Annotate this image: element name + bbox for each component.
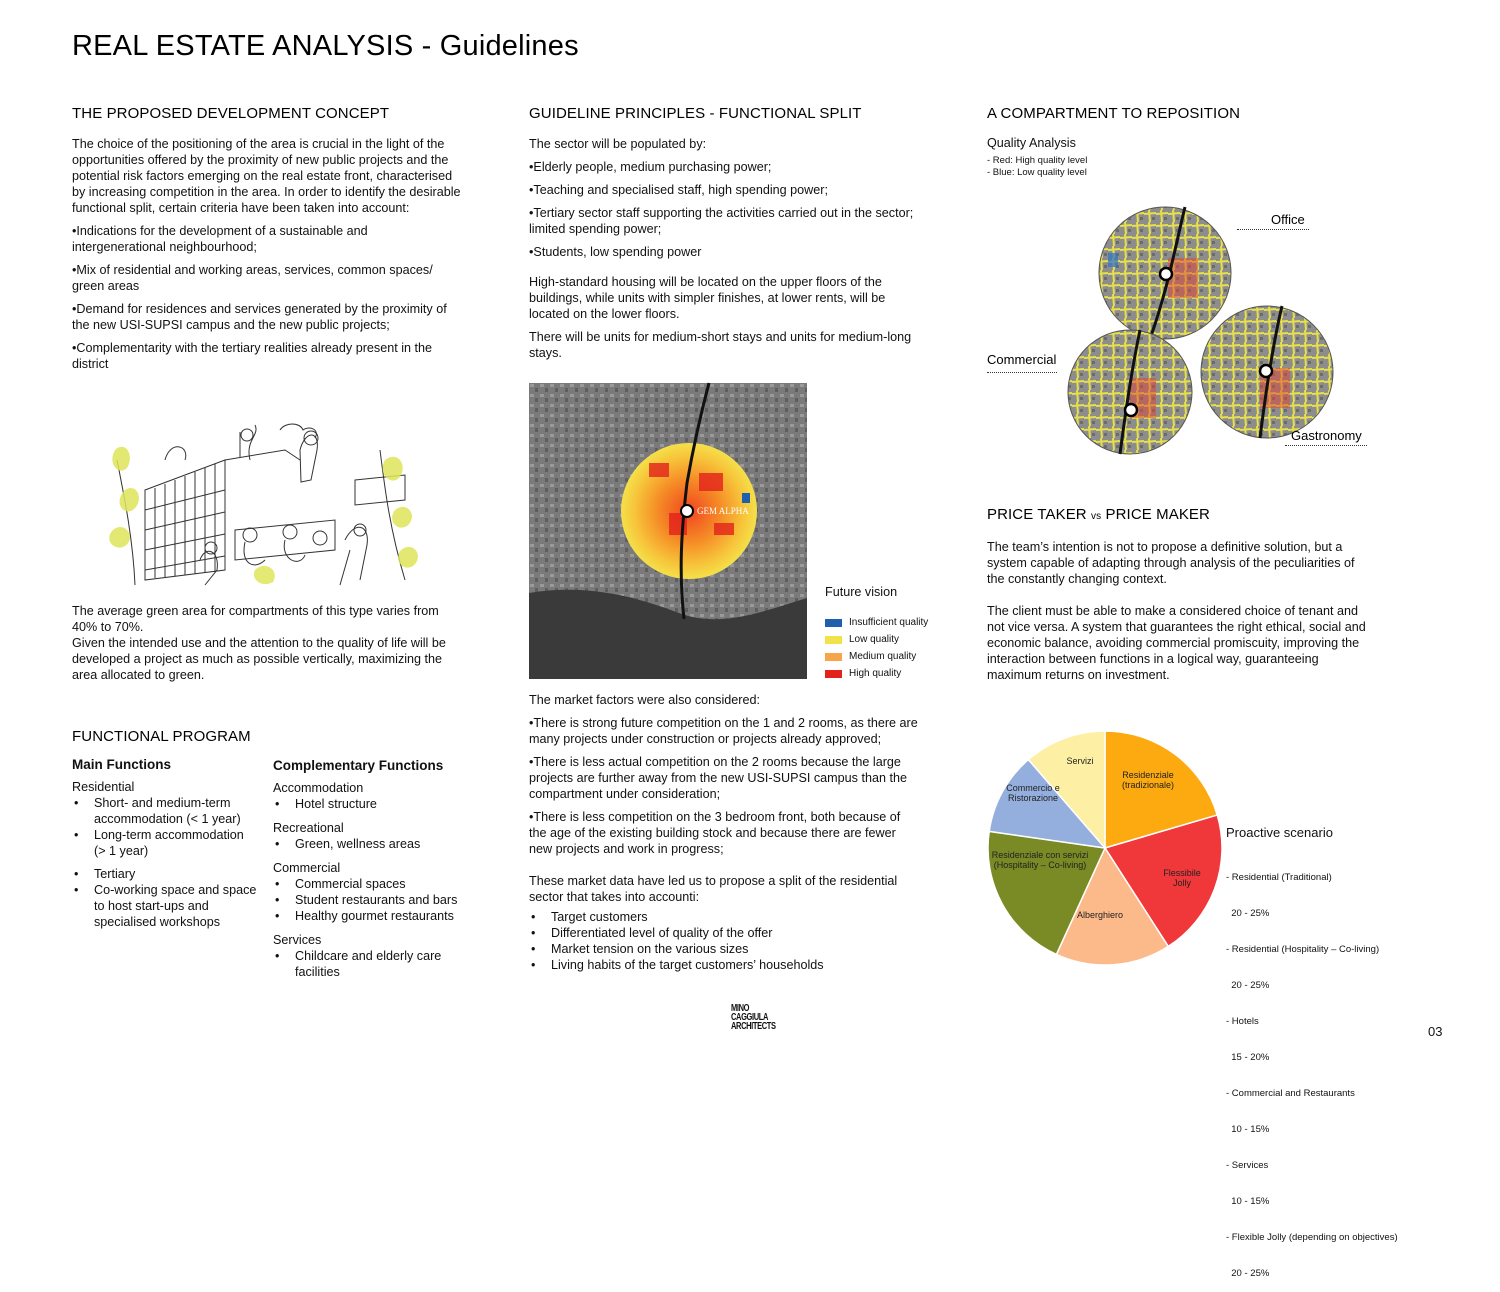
pie-label-commercial: Commercio e Ristorazione	[1006, 783, 1060, 803]
market-intro: The market factors were also considered:	[529, 693, 760, 707]
gastronomy-circle-map	[1201, 306, 1333, 438]
intro-paragraph: The choice of the positioning of the area is crucial in the light of the opportunities offered by the proximity of new public projects and the potential risk factors emerging on the real estate front, characterised by increasing competition in the area. In order to identify the desirable functional split, certain criteria have been taken into account:	[72, 137, 461, 215]
quality-heat-map	[529, 383, 807, 679]
logo-line: CAGGIULA	[731, 1012, 769, 1023]
list-item: 15 - 20%	[1226, 1052, 1270, 1063]
list-item: • Green, wellness areas	[273, 836, 468, 852]
page-title: REAL ESTATE ANALYSIS - Guidelines	[72, 30, 579, 62]
market-factors-text	[529, 692, 921, 973]
legend-swatch	[825, 670, 842, 678]
criteria-list	[72, 223, 464, 372]
list-item: • Demand for residences and services generated by the proximity of the new USI-SUPSI campus and the new public projects;	[72, 301, 464, 333]
legend-label: High quality	[849, 668, 902, 679]
list-item: - Residential (Hospitality – Co-living)	[1226, 944, 1380, 955]
complementary-functions-title: Complementary Functions	[273, 758, 444, 773]
pie-slices	[988, 731, 1222, 965]
office-label: Office	[1271, 212, 1305, 227]
list-item: • Student restaurants and bars	[273, 892, 468, 908]
list-item: • Elderly people, medium purchasing power;	[529, 159, 921, 175]
legend-swatch	[825, 636, 842, 644]
list-item: - Flexible Jolly (depending on objectives)	[1226, 1232, 1398, 1243]
price-paragraph-2: The client must be able to make a considered choice of tenant and not vice versa. A system that guarantees the right ethical, social and economic balance, avoiding commercial promiscuity, improving the interaction between functions in a logical way, guaranteeing maximum returns on investment.	[987, 604, 1366, 682]
services-list	[273, 948, 468, 980]
legend-label: Insufficient quality	[849, 617, 929, 628]
list-item: - Services	[1226, 1160, 1269, 1171]
quality-blue-note: - Blue: Low quality level	[987, 167, 1087, 178]
commercial-label: Commercial	[273, 861, 341, 875]
list-item: • Indications for the development of a sustainable and intergenerational neighbourhood;	[72, 223, 464, 255]
future-vision-legend	[825, 614, 945, 682]
vs-label: vs	[1091, 511, 1102, 522]
quality-analysis-title: Quality Analysis	[987, 136, 1076, 150]
proactive-scenario-list	[1226, 848, 1398, 1292]
list-item: 20 - 25%	[1226, 908, 1270, 919]
legend-item	[825, 665, 945, 682]
list-item: • Differentiated level of quality of the offer	[529, 925, 921, 941]
populated-intro: The sector will be populated by:	[529, 137, 707, 151]
list-item: • Market tension on the various sizes	[529, 941, 921, 957]
split-list	[529, 909, 921, 973]
office-leader-line	[1237, 229, 1309, 230]
residential-list	[72, 795, 257, 859]
map-label: GEM ALPHA	[697, 506, 749, 516]
population-list	[529, 159, 921, 260]
residential-label: Residential	[72, 780, 135, 794]
housing-paragraph: High-standard housing will be located on the upper floors of the buildings, while units with simpler finishes, at lower rents, will be located on the lower floors.	[529, 275, 886, 321]
functional-program-heading: FUNCTIONAL PROGRAM	[72, 728, 251, 745]
list-item: • Tertiary sector staff supporting the activities carried out in the sector; limited spending power;	[529, 205, 921, 237]
pie-label-hotels: Alberghiero	[1076, 910, 1124, 920]
legend-label: Medium quality	[849, 651, 917, 662]
price-maker-label: PRICE MAKER	[1105, 506, 1210, 523]
future-vision-label: Future vision	[825, 585, 898, 599]
tertiary-label: • Tertiary	[72, 866, 257, 882]
list-item: - Hotels	[1226, 1016, 1259, 1027]
split-intro: These market data have led us to propose a split of the residential sector that takes into accounti:	[529, 874, 898, 904]
office-circle-map	[1099, 207, 1231, 339]
tertiary-list	[72, 866, 257, 930]
list-item: • Teaching and specialised staff, high spending power;	[529, 182, 921, 198]
legend-item	[825, 614, 945, 631]
commercial-list	[273, 876, 468, 924]
functional-split-heading: GUIDELINE PRINCIPLES - FUNCTIONAL SPLIT	[529, 105, 862, 122]
price-text	[987, 539, 1372, 690]
legend-swatch	[825, 653, 842, 661]
accommodation-label: Accommodation	[273, 781, 364, 795]
pie-label-residential-traditional: Residenziale (tradizionale)	[1121, 770, 1175, 790]
list-item: • Mix of residential and working areas, services, common spaces/ green areas	[72, 262, 464, 294]
main-functions-title: Main Functions	[72, 757, 171, 772]
quality-circle-maps	[1060, 198, 1340, 458]
list-item: • There is strong future competition on the 1 and 2 rooms, as there are many projects under construction or projects already approved;	[529, 715, 921, 747]
recreational-label: Recreational	[273, 821, 344, 835]
commercial-circle-map	[1068, 330, 1192, 454]
gastronomy-label: Gastronomy	[1291, 428, 1362, 443]
list-item: • Target customers	[529, 909, 921, 925]
market-list	[529, 715, 921, 857]
page-number: 03	[1428, 1024, 1443, 1039]
list-item: 20 - 25%	[1226, 1268, 1270, 1279]
development-concept-heading: THE PROPOSED DEVELOPMENT CONCEPT	[72, 105, 390, 122]
list-item: • Hotel structure	[273, 796, 468, 812]
functional-split-text	[529, 136, 921, 368]
list-item: 10 - 15%	[1226, 1196, 1270, 1207]
proactive-scenario-title: Proactive scenario	[1226, 825, 1333, 840]
pie-label-services: Servizi	[1066, 756, 1094, 766]
list-item: • Co-working space and space to host start-ups and specialised workshops	[72, 882, 257, 930]
green-area-text: The average green area for compartments of this type varies from 40% to 70%. Given the intended use and the attention to the quality of life will be developed a project as much as possible vertically, maximizing the area allocated to green.	[72, 604, 446, 682]
list-item: • There is less actual competition on the 2 rooms because the large projects are further away from the new USI-SUPSI campus than the compartment under consideration;	[529, 754, 921, 802]
legend-swatch	[825, 619, 842, 627]
price-paragraph-1: The team’s intention is not to propose a definitive solution, but a system capable of adapting through analysis of the peculiarities of the constantly changing context.	[987, 540, 1355, 586]
list-item: • There is less competition on the 3 bedroom front, both because of the age of the existing building stock and because there are fewer new projects and work in progress;	[529, 809, 921, 857]
list-item: 10 - 15%	[1226, 1124, 1270, 1135]
quality-red-note: - Red: High quality level	[987, 155, 1088, 166]
list-item: • Living habits of the target customers’ households	[529, 957, 921, 973]
list-item: • Healthy gourmet restaurants	[273, 908, 468, 924]
list-item: • Long-term accommodation (> 1 year)	[72, 827, 257, 859]
sketch-illustration	[105, 420, 435, 590]
legend-item	[825, 631, 945, 648]
stays-paragraph: There will be units for medium-short stays and units for medium-long stays.	[529, 330, 912, 360]
list-item: 20 - 25%	[1226, 980, 1270, 991]
price-taker-label: PRICE TAKER	[987, 506, 1087, 523]
gastronomy-leader-line	[1285, 445, 1367, 446]
list-item: • Childcare and elderly care facilities	[273, 948, 468, 980]
list-item: - Commercial and Restaurants	[1226, 1088, 1355, 1099]
development-concept-text	[72, 136, 464, 379]
list-item: • Complementarity with the tertiary realities already present in the district	[72, 340, 464, 372]
legend-label: Low quality	[849, 634, 900, 645]
proactive-scenario-pie-chart	[985, 728, 1225, 968]
commercial-leader-line	[987, 372, 1057, 373]
logo-line: ARCHITECTS	[731, 1021, 776, 1032]
list-item: • Commercial spaces	[273, 876, 468, 892]
price-heading	[987, 506, 1210, 523]
recreational-list	[273, 836, 468, 852]
main-functions	[72, 757, 257, 930]
compartment-heading: A COMPARTMENT TO REPOSITION	[987, 105, 1241, 122]
pie-label-residential-hospitality: Residenziale con servizi (Hospitality – Co-living)	[991, 850, 1089, 870]
services-label: Services	[273, 933, 322, 947]
list-item: • Students, low spending power	[529, 244, 921, 260]
commercial-circle-label: Commercial	[987, 352, 1057, 367]
list-item: • Short- and medium-term accommodation (< 1 year)	[72, 795, 257, 827]
accommodation-list	[273, 796, 468, 812]
logo-line: MINO	[731, 1003, 750, 1014]
architects-logo	[731, 1004, 776, 1031]
pie-label-flexible-jolly: Flessibile Jolly	[1163, 868, 1201, 888]
list-item: - Residential (Traditional)	[1226, 872, 1332, 883]
legend-item	[825, 648, 945, 665]
complementary-functions	[273, 758, 468, 980]
